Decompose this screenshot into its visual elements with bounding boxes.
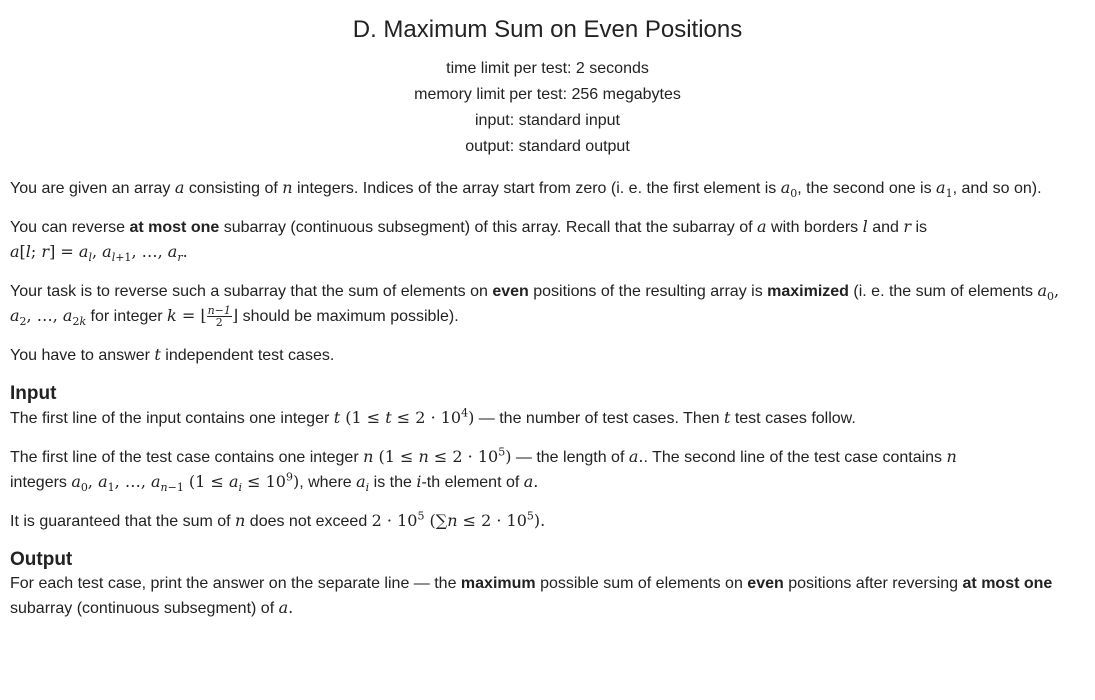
memory-limit: memory limit per test: 256 megabytes xyxy=(414,86,681,103)
problem-statement xyxy=(10,176,1081,635)
input-paragraph-3: It is guaranteed that the sum of n does not exceed $2 \cdot 10^5$ $(\sum n \le 2 \cdot 10^5)$. xyxy=(10,509,546,530)
output-spec: output: standard output xyxy=(465,138,630,155)
input-section-title: Input xyxy=(10,383,57,404)
output-section-title: Output xyxy=(10,549,73,570)
input-paragraph-1: The first line of the input contains one integer t $(1 \le t \le 2 \cdot 10^4)$ — the number of test cases. Then t test cases follow. xyxy=(10,406,856,427)
problem-header xyxy=(0,0,1095,160)
problem-title: D. Maximum Sum on Even Positions xyxy=(352,16,743,43)
statement-paragraph-4: You have to answer t independent test cases. xyxy=(10,345,335,364)
input-spec: input: standard input xyxy=(475,112,620,129)
input-paragraph-2: The first line of the test case contains one integer n $(1 \le n \le 2 \cdot 10^5)$ — the length of a.. The second line of the test case contains n integers $a_0$, $a_1$, …, $a_{n-1}$ $(1 \le a_i \le 10^9)$, where $a_i$ is the i-th element of a. xyxy=(10,445,957,495)
statement-paragraph-1: You are given an array a consisting of n integers. Indices of the array start from zero (i. e. the first element is $a_0$, the second one is $a_1$, and so on). xyxy=(10,178,1042,201)
output-paragraph-1: For each test case, print the answer on the separate line — the maximum possible sum of elements on even positions after reversing at most one subarray (continuous subsegment) of a. xyxy=(10,575,1053,617)
statement-paragraph-2: You can reverse at most one subarray (continuous subsegment) of this array. Recall that the subarray of a with borders l and r is a[l; $r] = a_l$, $a_{l+1}$, …, $a_r$. xyxy=(10,217,927,265)
statement-paragraph-3: Your task is to reverse such a subarray that the sum of elements on even positions of the resulting array is maximized (i. e. the sum of elements $a_0$, $a_2$, …, $a_{2k}$ for integer k = ⌊ $\frac{n-1}{2}$ ⌋ should be maximum possible). xyxy=(10,281,1060,330)
time-limit: time limit per test: 2 seconds xyxy=(446,60,649,77)
